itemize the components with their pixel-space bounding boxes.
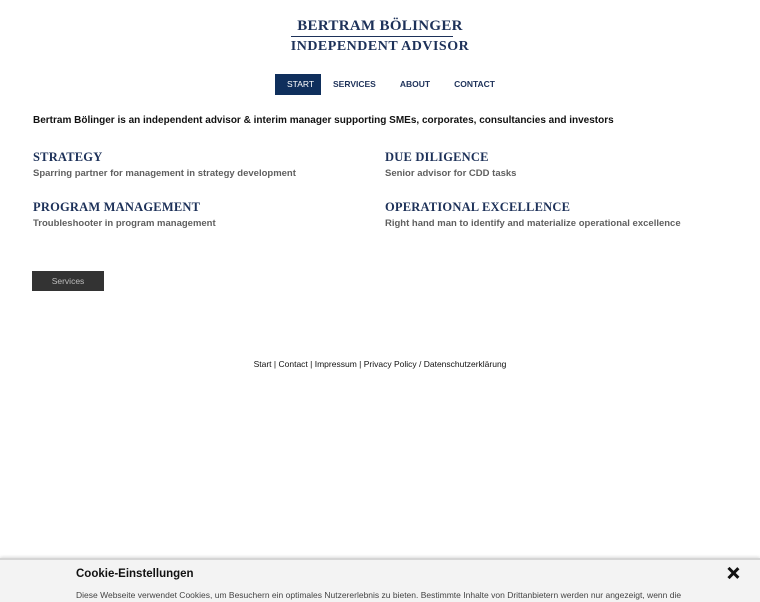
service-title: STRATEGY — [33, 150, 103, 164]
services-button[interactable]: Services — [32, 271, 104, 291]
service-description: Sparring partner for management in strategy development — [33, 168, 296, 179]
close-icon[interactable] — [726, 566, 740, 580]
footer-link-privacy[interactable]: Privacy Policy / Datenschutzerklärung — [363, 359, 507, 369]
site-logo[interactable] — [291, 18, 469, 55]
nav-item-contact[interactable]: CONTACT — [454, 79, 495, 89]
main-nav — [275, 74, 507, 95]
cookie-title: Cookie-Einstellungen — [76, 568, 194, 580]
footer-link-impressum[interactable]: Impressum — [314, 359, 357, 369]
logo-divider — [291, 36, 453, 37]
footer-separator: | — [273, 359, 279, 369]
footer-link-contact[interactable]: Contact — [278, 359, 308, 369]
service-title: PROGRAM MANAGEMENT — [33, 200, 201, 214]
logo-name: BERTRAM BÖLINGER — [297, 18, 463, 34]
service-description: Right hand man to identify and materialize operational excellence — [385, 218, 681, 229]
service-program-management — [33, 200, 216, 229]
nav-item-start[interactable]: START — [275, 74, 321, 95]
footer-separator: | — [359, 359, 364, 369]
service-description: Troubleshooter in program management — [33, 218, 216, 229]
service-description: Senior advisor for CDD tasks — [385, 168, 517, 179]
service-title: OPERATIONAL EXCELLENCE — [385, 200, 571, 214]
service-strategy — [33, 150, 296, 179]
nav-item-about[interactable]: ABOUT — [399, 79, 431, 89]
service-due-diligence — [385, 150, 516, 179]
nav-item-services[interactable]: SERVICES — [333, 79, 376, 89]
service-title: DUE DILIGENCE — [385, 150, 489, 164]
cookie-banner — [0, 558, 760, 602]
footer-links — [0, 359, 760, 369]
footer-link-start[interactable]: Start — [253, 359, 272, 369]
logo-tagline: INDEPENDENT ADVISOR — [290, 39, 470, 54]
cookie-text: Diese Webseite verwendet Cookies, um Besuchern ein optimales Nutzererlebnis zu bieten. Bestimmte Inhalte von Drittanbietern werden nur angezeigt, wenn die — [76, 590, 682, 600]
intro-text: Bertram Bölinger is an independent advisor & interim manager supporting SMEs, corporates, consultancies and investors — [33, 115, 614, 126]
service-operational-excellence — [385, 200, 681, 229]
header — [0, 18, 760, 55]
footer-separator: | — [310, 359, 315, 369]
